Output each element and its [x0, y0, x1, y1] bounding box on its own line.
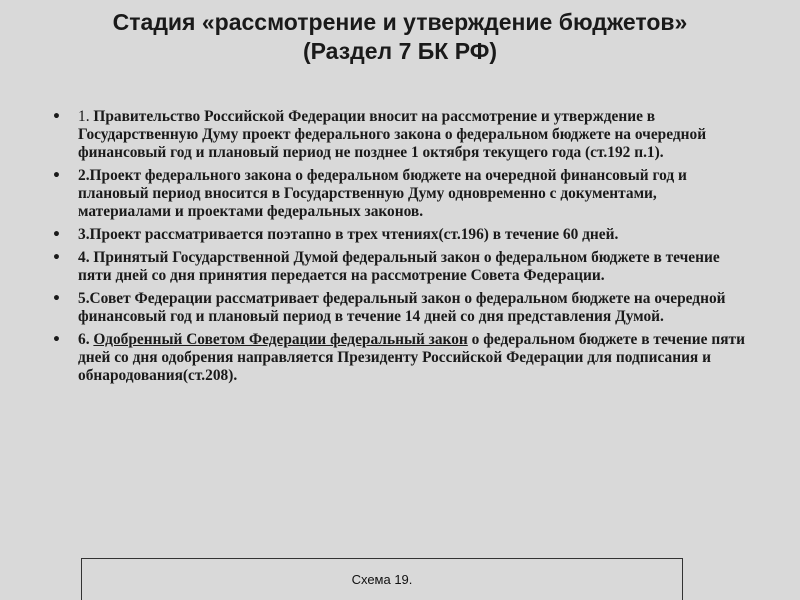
- item-text: 4. Принятый Государственной Думой федеральный закон о федеральном бюджете в течение пяти дней со дня принятия передается на рассмотрение Совета Федерации.: [78, 249, 720, 284]
- title-line-1: Стадия «рассмотрение и утверждение бюджетов»: [112, 9, 688, 35]
- item-prefix: 6.: [78, 331, 94, 348]
- item-number: 1.: [78, 108, 94, 125]
- bullet-icon: •: [52, 227, 61, 243]
- scheme-label-box: [81, 558, 683, 600]
- list-item: [52, 249, 752, 285]
- bullet-icon: •: [52, 332, 61, 348]
- item-text: о федеральном бюджете в течение пяти дней со дня одобрения направляется Президенту Российской Федерации для подписания и обнародования(ст.208).: [78, 331, 745, 384]
- title-line-2: (Раздел 7 БК РФ): [302, 38, 498, 64]
- bullet-icon: •: [52, 250, 61, 266]
- list-item: [52, 167, 752, 221]
- underlined-phrase: Одобренный Советом Федерации федеральный закон: [93, 331, 468, 348]
- item-text: 3.Проект рассматривается поэтапно в трех чтениях(ст.196) в течение 60 дней.: [78, 226, 619, 243]
- item-text: 2.Проект федерального закона о федеральном бюджете на очередной финансовый год и плановый период вносится в Государственную Думу одновременно с документами, материалами и проектами федеральных законов.: [78, 167, 687, 220]
- slide-title: [40, 8, 760, 66]
- bullet-icon: •: [52, 291, 61, 307]
- list-item: [52, 108, 752, 162]
- item-text: 5.Совет Федерации рассматривает федеральный закон о федеральном бюджете на очередной финансовый год и плановый период в течение 14 дней со дня представления Думой.: [78, 290, 726, 325]
- scheme-label: Схема 19.: [351, 572, 413, 587]
- list-item: [52, 226, 752, 244]
- list-item: [52, 290, 752, 326]
- bullet-icon: •: [52, 168, 61, 184]
- list-item: [52, 331, 752, 385]
- bullet-icon: •: [52, 109, 61, 125]
- bullet-list: [52, 108, 752, 390]
- item-text: Правительство Российской Федерации вносит на рассмотрение и утверждение в Государственную Думу проект федерального закона о федеральном бюджете на очередной финансовый год и плановый период не позднее 1 октября текущего года (ст.192 п.1).: [78, 108, 707, 161]
